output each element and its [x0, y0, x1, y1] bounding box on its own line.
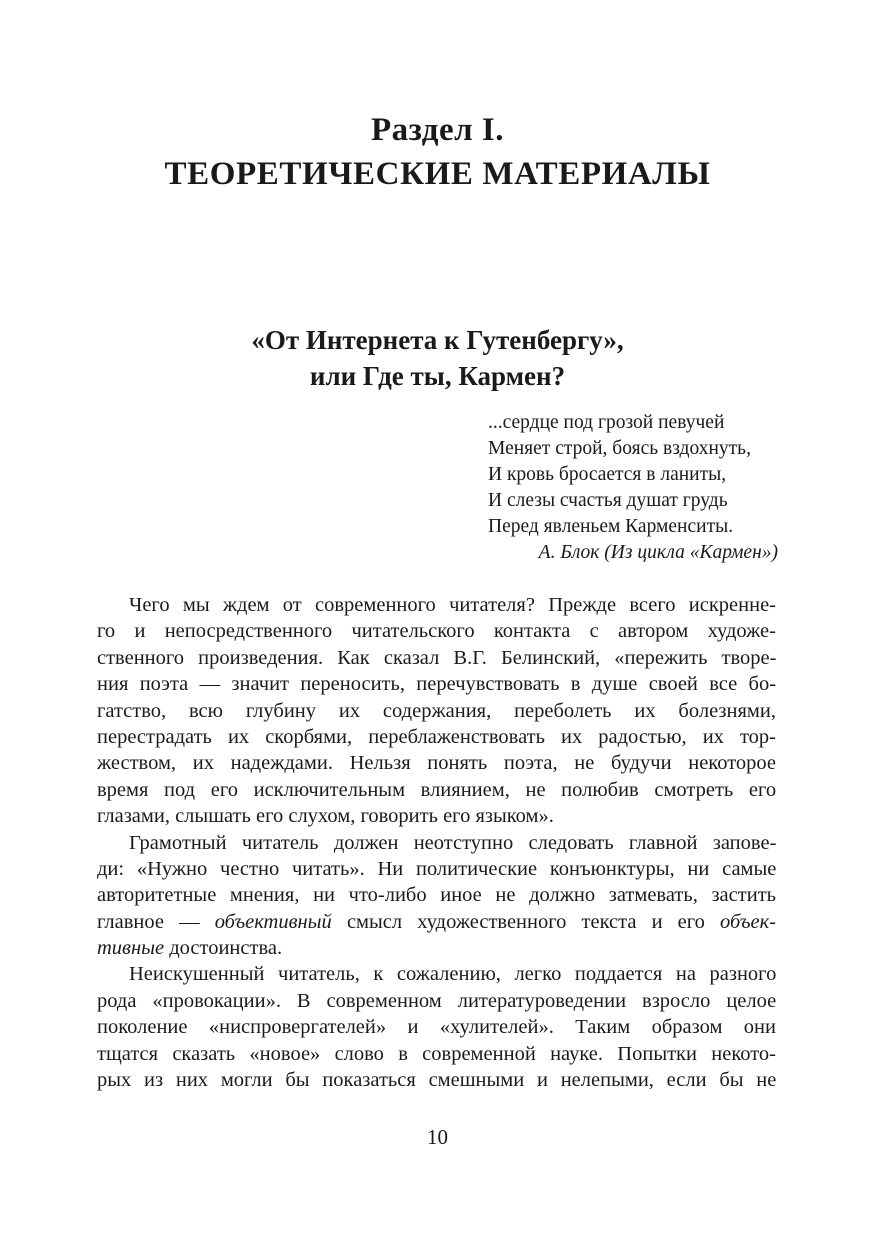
body-text [97, 592, 776, 1093]
text-line: поколение «ниспровергателей» и «хулителей». Таким образом они [97, 1016, 776, 1039]
paragraph-2 [97, 830, 776, 962]
paragraph-1 [97, 592, 776, 830]
text-line-mixed [97, 909, 776, 935]
epigraph-line: Меняет строй, боясь вздохнуть, [488, 438, 751, 459]
text-line: Чего мы ждем от современного читателя? Прежде всего искренне- [129, 594, 776, 616]
text-line: рода «провокации». В современном литературоведении взросло целое [97, 989, 777, 1012]
epigraph-line: ...сердце под грозой певучей [488, 412, 725, 433]
text-line: время под его исключительным влиянием, не полюбив смотреть его [97, 778, 777, 801]
paragraph-3 [97, 961, 776, 1093]
text-run: смысл художественного текста и его [331, 910, 721, 933]
text-line: глазами, слышать его слухом, говорить его языком». [97, 805, 554, 828]
italic-run: тивные [97, 937, 165, 960]
article-title [0, 322, 875, 394]
section-name: ТЕОРЕТИЧЕСКИЕ МАТЕРИАЛЫ [164, 156, 711, 192]
text-line: гатство, всю глубину их содержания, переболеть их болезнями, [97, 699, 776, 722]
text-line: го и непосредственного читательского контакта с автором художе- [97, 620, 776, 643]
text-run: главное — [97, 910, 215, 933]
italic-run: объек- [720, 910, 776, 933]
epigraph-line: И слезы счастья душат грудь [488, 490, 728, 511]
epigraph-author: А. Блок (Из цикла «Кармен») [538, 542, 778, 563]
page-number: 10 [427, 1125, 448, 1149]
article-title-line-2: или Где ты, Кармен? [309, 361, 566, 391]
text-line: жеством, их надеждами. Нельзя понять поэта, не будучи некоторое [97, 752, 776, 775]
epigraph-line: Перед явленьем Карменситы. [488, 516, 734, 537]
text-line: авторитетные мнения, ни что-либо иное не должно затмевать, застить [97, 884, 776, 907]
section-number: Раздел I. [370, 112, 505, 148]
article-title-line-1: «От Интернета к Гутенбергу», [251, 325, 624, 355]
text-line: Неискушенный читатель, к сожалению, легко поддается на разного [129, 963, 777, 986]
epigraph-line: И кровь бросается в ланиты, [488, 464, 727, 485]
text-line: тщатся сказать «новое» слово в современной науке. Попытки некото- [97, 1042, 776, 1065]
text-line: рых из них могли бы показаться смешными и нелепыми, если бы не [97, 1069, 777, 1092]
section-heading [0, 108, 875, 196]
text-line-mixed [97, 935, 776, 961]
text-line: перестрадать их скорбями, переблаженствовать их радостью, их тор- [97, 725, 776, 748]
text-line: Грамотный читатель должен неотступно следовать главной запове- [129, 831, 777, 854]
text-line: ния поэта — значит переносить, перечувствовать в душе своей все бо- [97, 673, 777, 696]
italic-run: объективный [214, 910, 332, 933]
text-line: ственного произведения. Как сказал В.Г. Белинский, «пережить творе- [97, 646, 777, 669]
epigraph [488, 410, 788, 566]
text-run: достоинства. [164, 937, 283, 960]
text-line: ди: «Нужно честно читать». Ни политические конъюнктуры, ни самые [97, 857, 777, 880]
